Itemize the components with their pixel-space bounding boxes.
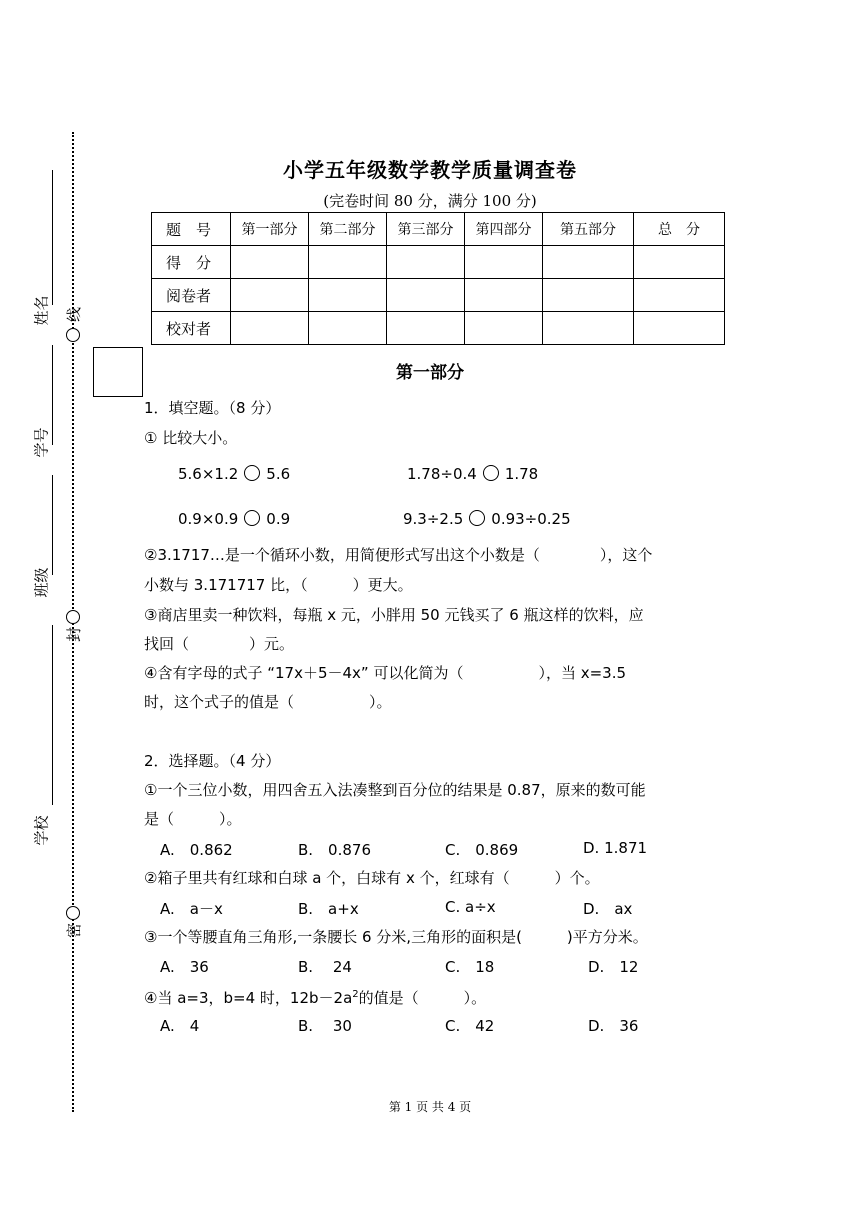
option-a[interactable]: A. 4: [160, 1017, 200, 1035]
q1-sub2-line1: ②3.1717…是一个循环小数，用简便形式写出这个小数是（ ），这个: [144, 546, 653, 564]
q2-title: 2．选择题。（4 分）: [144, 752, 281, 770]
score-input-cell[interactable]: [543, 312, 634, 345]
option-b[interactable]: B. 30: [298, 1017, 352, 1035]
option-c[interactable]: C. a÷x: [445, 898, 496, 916]
name-label: 姓名: [32, 295, 51, 326]
table-cell: 题 号: [152, 213, 231, 246]
compare-left: 1.78÷0.4: [407, 465, 477, 483]
option-a[interactable]: A. 0.862: [160, 841, 233, 859]
score-input-cell[interactable]: [543, 279, 634, 312]
score-input-cell[interactable]: [309, 312, 387, 345]
compare-item: [407, 465, 538, 483]
option-c[interactable]: C. 0.869: [445, 841, 519, 859]
page-title: 小学五年级数学教学质量调查卷: [283, 158, 577, 182]
q1-sub3-line1: ③商店里卖一种饮料，每瓶 x 元，小胖用 50 元钱买了 6 瓶这样的饮料，应: [144, 606, 644, 624]
score-input-cell[interactable]: [465, 246, 543, 279]
school-blank-line: [52, 625, 53, 805]
answer-circle-icon[interactable]: [469, 510, 485, 526]
score-input-cell[interactable]: [465, 312, 543, 345]
q2-sub4-sup: 2: [352, 989, 359, 1000]
q1-sub2-line2: 小数与 3.171717 比，（ ）更大。: [144, 576, 413, 594]
q2-sub2: ②箱子里共有红球和白球 a 个，白球有 x 个，红球有（ ）个。: [144, 869, 600, 887]
q2-sub1-line2: 是（ ）。: [144, 810, 242, 828]
option-b[interactable]: B. 24: [298, 958, 352, 976]
compare-item: [403, 510, 571, 528]
q1-sub4-line2: 时，这个式子的值是（ ）。: [144, 693, 392, 711]
compare-right: 5.6: [266, 465, 291, 483]
q1-sub1: ① 比较大小。: [144, 429, 238, 447]
table-cell: 校对者: [152, 312, 231, 345]
score-input-cell[interactable]: [634, 246, 725, 279]
compare-right: 1.78: [504, 465, 539, 483]
option-d[interactable]: D. 1.871: [583, 839, 648, 857]
section-title: 第一部分: [396, 363, 464, 383]
compare-left: 9.3÷2.5: [403, 510, 464, 528]
q2-sub1-line1: ①一个三位小数，用四舍五入法凑整到百分位的结果是 0.87，原来的数可能: [144, 781, 646, 799]
table-row: [152, 246, 725, 279]
q1-sub3-line2: 找回（ ）元。: [144, 635, 295, 653]
option-d[interactable]: D. 12: [588, 958, 639, 976]
table-cell: 得 分: [152, 246, 231, 279]
score-input-cell[interactable]: [231, 246, 309, 279]
score-input-cell[interactable]: [309, 279, 387, 312]
compare-right: 0.93÷0.25: [491, 510, 571, 528]
table-row: [152, 312, 725, 345]
option-a[interactable]: A. a－x: [160, 900, 223, 918]
score-input-cell[interactable]: [634, 279, 725, 312]
score-input-cell[interactable]: [387, 312, 465, 345]
seal-mi-label: 密: [65, 922, 84, 939]
q1-sub4-line1: ④含有字母的式子 “17x＋5－4x” 可以化简为（ ），当 x=3.5: [144, 664, 627, 682]
option-b[interactable]: B. 0.876: [298, 841, 372, 859]
answer-circle-icon[interactable]: [483, 465, 499, 481]
table-row: [152, 279, 725, 312]
class-blank-line: [52, 475, 53, 575]
option-c[interactable]: C. 42: [445, 1017, 495, 1035]
page-subtitle: (完卷时间 80 分，满分 100 分): [323, 192, 537, 210]
q2-sub4-pre: ④当 a=3，b=4 时，12b－2a: [144, 989, 353, 1007]
table-row: [152, 213, 725, 246]
option-c[interactable]: C. 18: [445, 958, 495, 976]
answer-circle-icon[interactable]: [244, 465, 260, 481]
score-input-cell[interactable]: [231, 312, 309, 345]
compare-left: 0.9×0.9: [178, 510, 239, 528]
id-label: 学号: [32, 427, 51, 458]
table-cell: 总 分: [634, 213, 725, 246]
score-table: [151, 212, 725, 345]
score-input-cell[interactable]: [634, 312, 725, 345]
q2-sub3: ③一个等腰直角三角形,一条腰长 6 分米,三角形的面积是( )平方分米。: [144, 928, 648, 946]
seal-line-label: 线: [65, 306, 84, 323]
option-b[interactable]: B. a+x: [298, 900, 359, 918]
option-d[interactable]: D. 36: [588, 1017, 639, 1035]
answer-circle-icon[interactable]: [244, 510, 260, 526]
table-cell: 第四部分: [465, 213, 543, 246]
compare-left: 5.6×1.2: [178, 465, 239, 483]
option-a[interactable]: A. 36: [160, 958, 209, 976]
table-cell: 阅卷者: [152, 279, 231, 312]
compare-item: [178, 465, 290, 483]
compare-item: [178, 510, 290, 528]
table-cell: 第二部分: [309, 213, 387, 246]
seal-feng-label: 封: [65, 626, 84, 643]
score-input-cell[interactable]: [231, 279, 309, 312]
q2-sub4-post: 的值是（ ）。: [358, 989, 487, 1007]
q1-title: 1．填空题。（8 分）: [144, 399, 281, 417]
seal-circle-icon: [66, 906, 80, 920]
seal-circle-icon: [66, 328, 80, 342]
score-input-cell[interactable]: [387, 246, 465, 279]
score-input-cell[interactable]: [543, 246, 634, 279]
table-cell: 第三部分: [387, 213, 465, 246]
class-label: 班级: [32, 567, 51, 598]
table-cell: 第五部分: [543, 213, 634, 246]
table-cell: 第一部分: [231, 213, 309, 246]
score-input-cell[interactable]: [465, 279, 543, 312]
seal-circle-icon: [66, 610, 80, 624]
score-input-cell[interactable]: [309, 246, 387, 279]
option-d[interactable]: D. ax: [583, 900, 633, 918]
q2-sub4: [144, 985, 486, 1008]
page-footer: 第 1 页 共 4 页: [388, 1100, 472, 1114]
school-label: 学校: [32, 815, 51, 846]
score-input-cell[interactable]: [387, 279, 465, 312]
compare-right: 0.9: [266, 510, 291, 528]
